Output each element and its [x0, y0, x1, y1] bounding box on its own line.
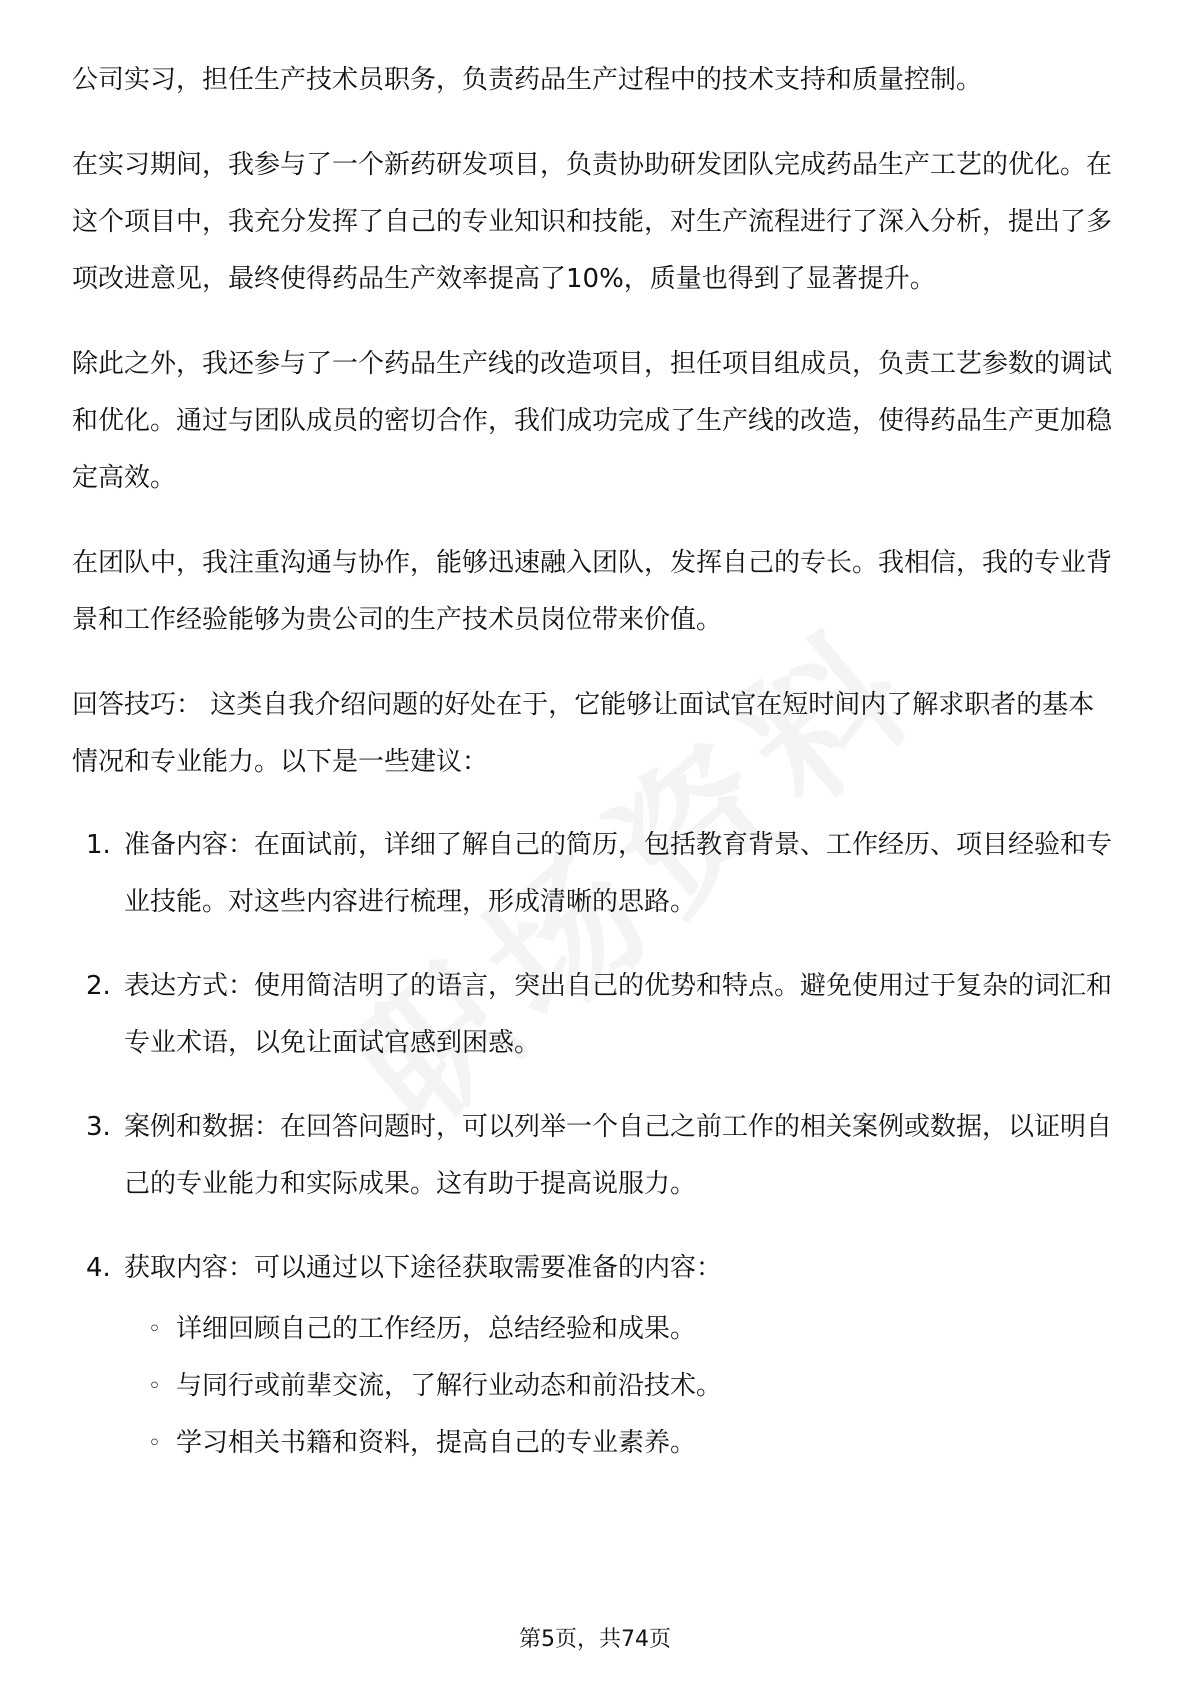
- sub-list-item: [148, 1358, 1118, 1415]
- paragraph-3: 除此之外，我还参与了一个药品生产线的改造项目，担任项目组成员，负责工艺参数的调试和优化。通过与团队成员的密切合作，我们成功完成了生产线的改造，使得药品生产更加稳定高效。: [72, 349, 1113, 493]
- bullet-icon: ◦: [148, 1374, 161, 1399]
- sub-list-item-text: 详细回顾自己的工作经历，总结经验和成果。: [176, 1314, 697, 1344]
- sub-list-item-text: 与同行或前辈交流，了解行业动态和前沿技术。: [176, 1371, 723, 1401]
- list-item: [72, 1240, 1118, 1472]
- list-number: 4.: [86, 1253, 111, 1283]
- list-item-text: 获取内容：可以通过以下途径获取需要准备的内容：: [124, 1253, 723, 1283]
- document-body: [72, 52, 1118, 1499]
- list-number: 1.: [86, 830, 111, 860]
- paragraph-1: 公司实习，担任生产技术员职务，负责药品生产过程中的技术支持和质量控制。: [72, 65, 983, 95]
- sub-list: [124, 1301, 1118, 1472]
- bullet-icon: ◦: [148, 1431, 161, 1456]
- answer-tips: 回答技巧： 这类自我介绍问题的好处在于，它能够让面试官在短时间内了解求职者的基本情况和专业能力。以下是一些建议：: [72, 690, 1095, 777]
- sub-list-item-text: 学习相关书籍和资料，提高自己的专业素养。: [176, 1428, 697, 1458]
- list-number: 2.: [86, 971, 111, 1001]
- list-item: [72, 958, 1118, 1072]
- list-item: [72, 817, 1118, 931]
- sub-list-item: [148, 1301, 1118, 1358]
- list-item: [72, 1099, 1118, 1213]
- list-item-text: 案例和数据：在回答问题时，可以列举一个自己之前工作的相关案例或数据，以证明自己的专业能力和实际成果。这有助于提高说服力。: [124, 1112, 1113, 1199]
- paragraph-4: 在团队中，我注重沟通与协作，能够迅速融入团队，发挥自己的专长。我相信，我的专业背景和工作经验能够为贵公司的生产技术员岗位带来价值。: [72, 548, 1113, 635]
- list-number: 3.: [86, 1112, 111, 1142]
- paragraph-2: 在实习期间，我参与了一个新药研发项目，负责协助研发团队完成药品生产工艺的优化。在这个项目中，我充分发挥了自己的专业知识和技能，对生产流程进行了深入分析，提出了多项改进意见，最终使得药品生产效率提高了10%，质量也得到了显著提升。: [72, 150, 1113, 294]
- bullet-icon: ◦: [148, 1317, 161, 1342]
- sub-list-item: [148, 1415, 1118, 1472]
- page-footer: 第5页，共74页: [519, 1627, 671, 1652]
- list-item-text: 表达方式：使用简洁明了的语言，突出自己的优势和特点。避免使用过于复杂的词汇和专业术语，以免让面试官感到困惑。: [124, 971, 1113, 1058]
- list-item-text: 准备内容：在面试前，详细了解自己的简历，包括教育背景、工作经历、项目经验和专业技能。对这些内容进行梳理，形成清晰的思路。: [124, 830, 1113, 917]
- tips-list: [72, 817, 1118, 1472]
